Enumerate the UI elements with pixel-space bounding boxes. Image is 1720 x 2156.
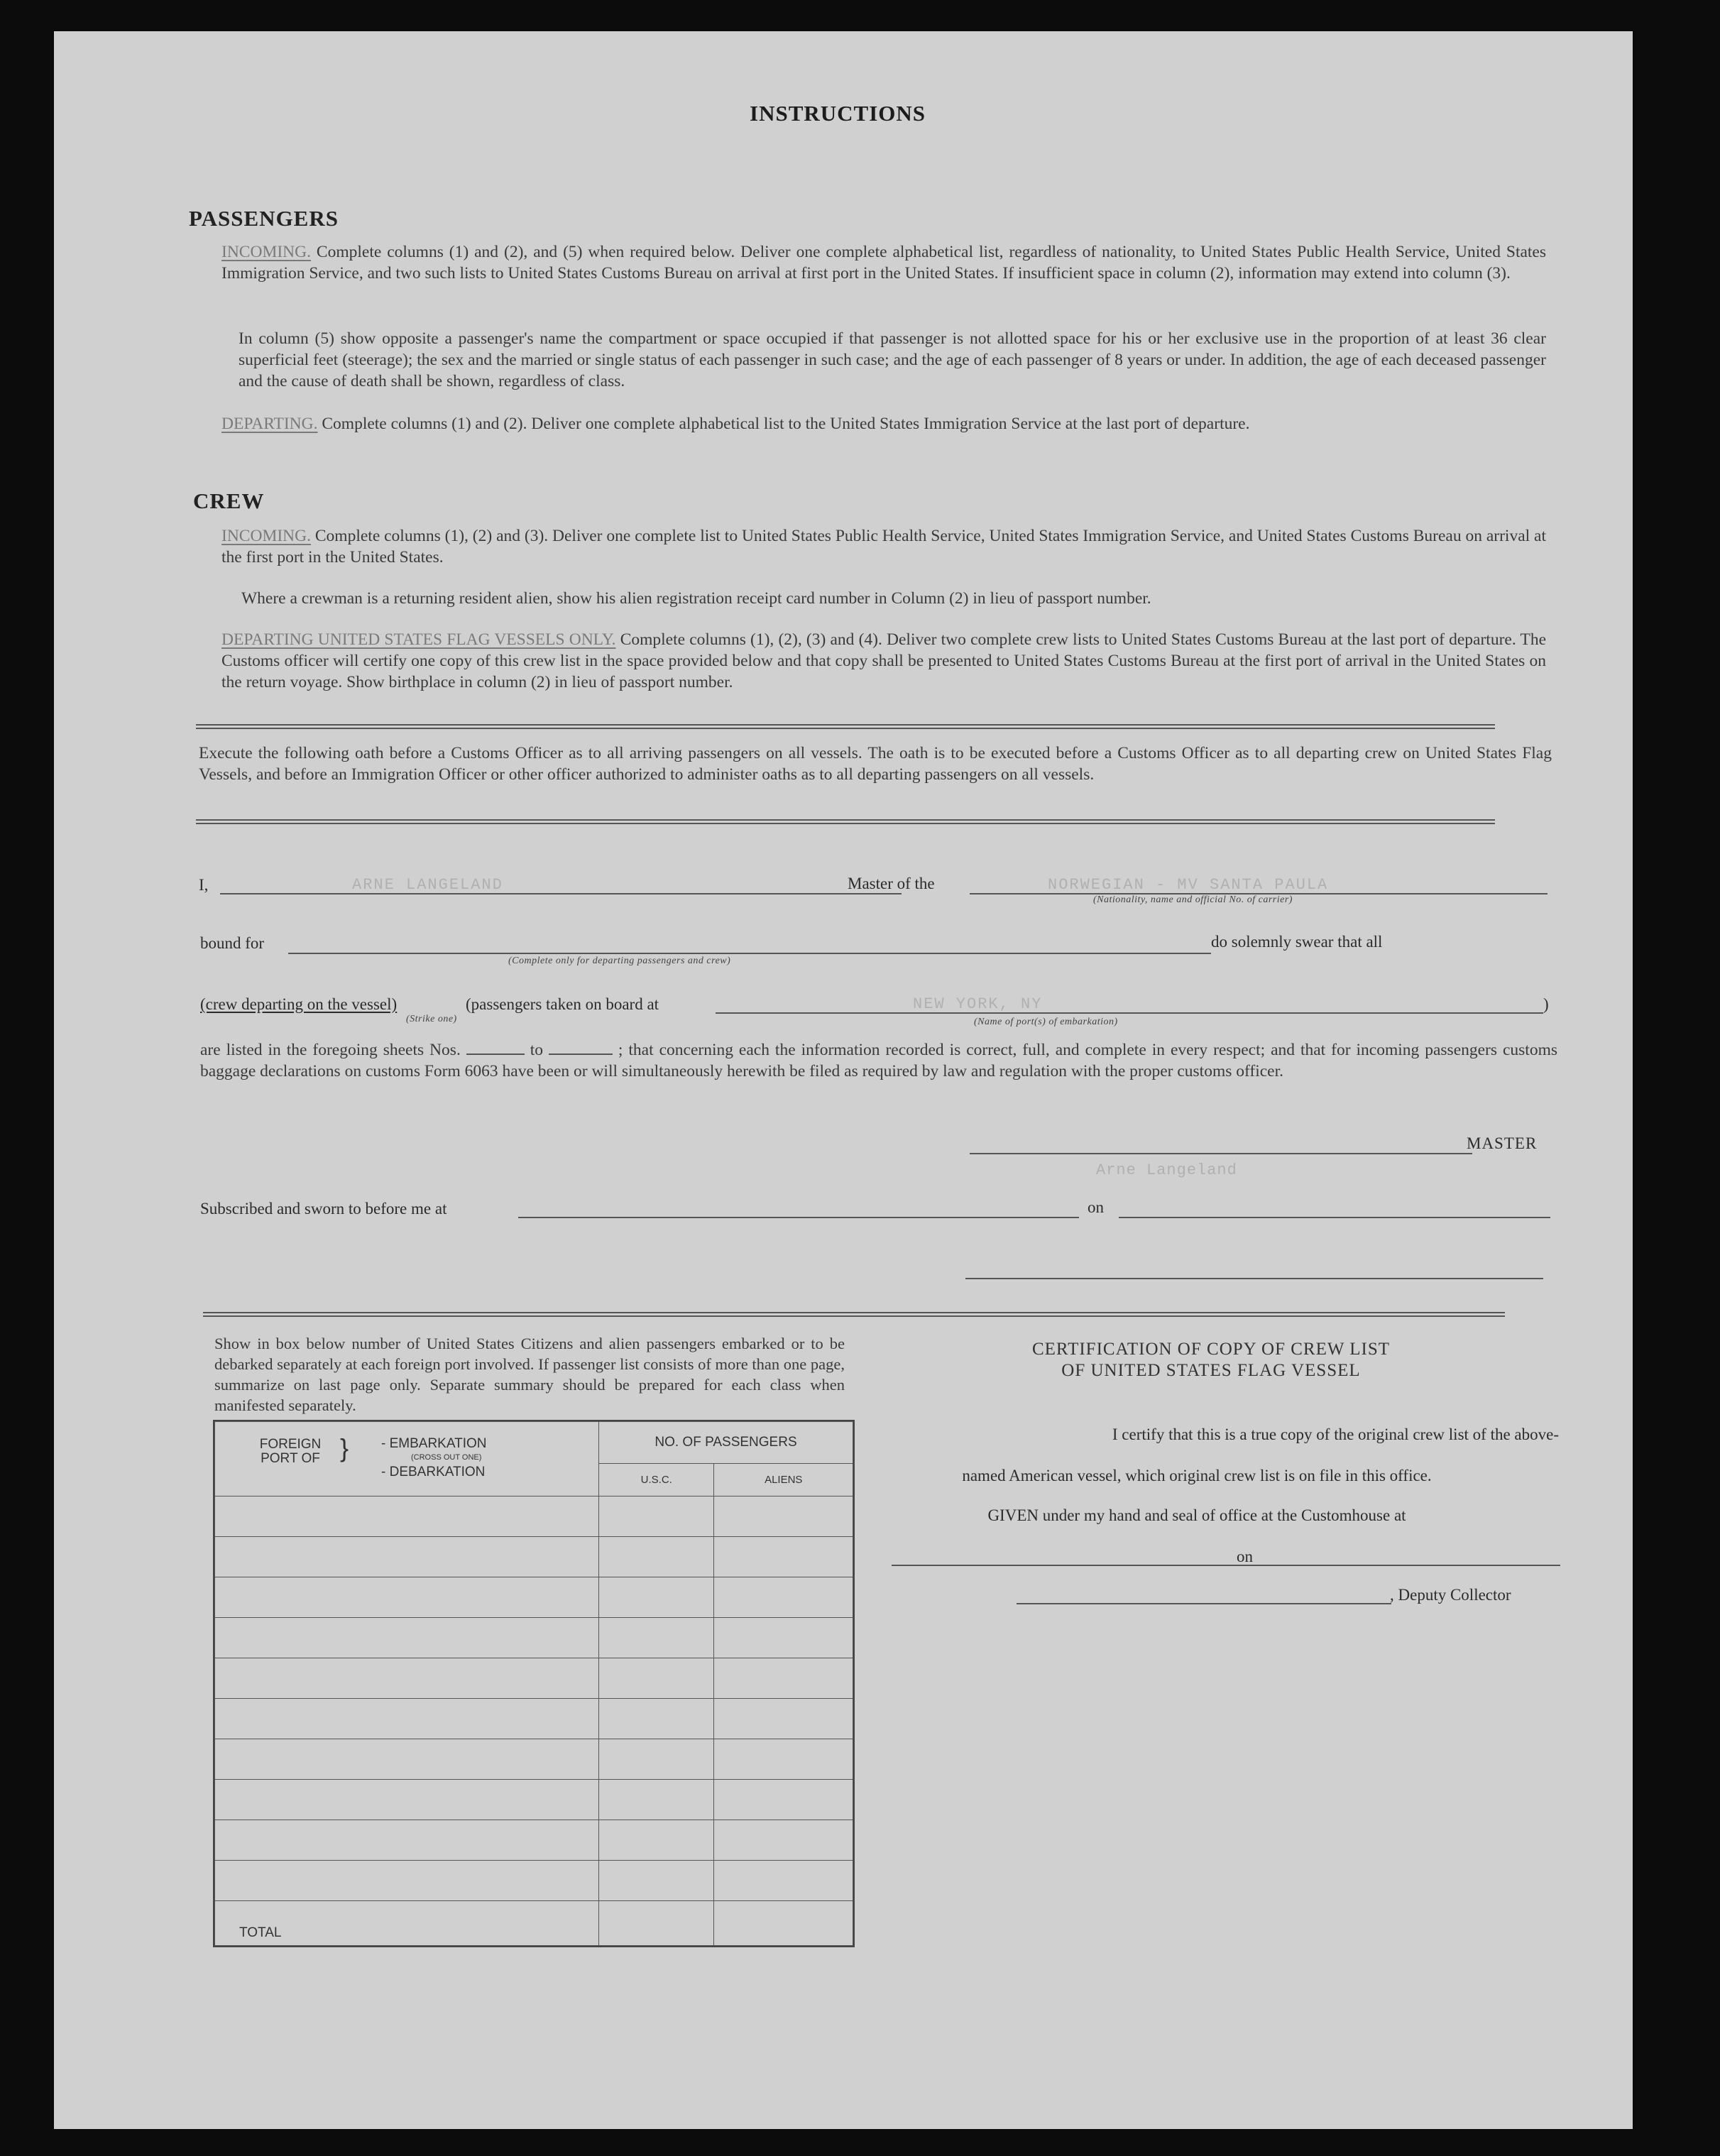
certification-heading-1: CERTIFICATION OF COPY OF CREW LIST — [1031, 1340, 1391, 1359]
customhouse-field[interactable] — [892, 1565, 1272, 1566]
bound-for-caption: (Complete only for departing passengers and crew) — [508, 956, 731, 966]
strike-caption: (Strike one) — [406, 1014, 457, 1024]
aliens-total-cell[interactable] — [714, 1901, 853, 1946]
aliens-cell[interactable] — [714, 1780, 853, 1820]
port-cell[interactable] — [215, 1537, 599, 1577]
passengers-incoming-text: Complete columns (1) and (2), and (5) when required below. Deliver one complete alphabetical list, regardless of nationality, to United States Public Health Service, United States Immigration Service, and two such lists to United States Customs Bureau on arrival at first port in the United States. If insufficient space in column (2), information may extend into column (3). — [221, 243, 1547, 283]
swear-text: do solemnly swear that all — [1211, 933, 1383, 951]
passengers-option[interactable]: (passengers taken on board at — [466, 995, 659, 1013]
usc-cell[interactable] — [599, 1861, 714, 1901]
usc-cell[interactable] — [599, 1658, 714, 1699]
no-passengers-header: NO. OF PASSENGERS — [599, 1422, 853, 1464]
port-header-cell — [215, 1422, 599, 1496]
usc-cell[interactable] — [599, 1618, 714, 1658]
table-row — [215, 1780, 853, 1820]
certification-on-label: on — [1237, 1548, 1253, 1565]
usc-cell[interactable] — [599, 1699, 714, 1739]
listed-text-b: ; that concerning each the information recorded is correct, full, and complete in every respect; and that for incoming passengers customs baggage declarations on customs Form 6063 have been or will simultaneously herewith be filed as required by law and regulation with the proper customs officer. — [200, 1041, 1558, 1080]
total-row — [215, 1901, 853, 1946]
passengers-departing-text: Complete columns (1) and (2). Deliver one complete alphabetical list to the United States Immigration Service at the last port of departure. — [322, 415, 1250, 433]
bound-for-label: bound for — [200, 934, 265, 952]
total-label: TOTAL — [215, 1901, 599, 1946]
oath-intro-paragraph — [199, 743, 1552, 785]
page-title: INSTRUCTIONS — [750, 101, 926, 126]
table-row — [215, 1861, 853, 1901]
port-cell[interactable] — [215, 1699, 599, 1739]
master-label: MASTER — [1467, 1134, 1538, 1152]
certification-date-field[interactable] — [1259, 1565, 1560, 1566]
usc-cell[interactable] — [599, 1496, 714, 1537]
port-cell[interactable] — [215, 1577, 599, 1618]
port-cell[interactable] — [215, 1496, 599, 1537]
aliens-cell[interactable] — [714, 1577, 853, 1618]
form-sheet — [54, 31, 1633, 2129]
divider — [196, 819, 1495, 824]
certification-line-2: named American vessel, which original crew list is on file in this office. — [962, 1467, 1432, 1484]
close-paren: ) — [1543, 995, 1549, 1013]
master-name-field[interactable] — [220, 893, 902, 894]
aliens-cell[interactable] — [714, 1537, 853, 1577]
deputy-signature-line[interactable] — [1017, 1603, 1391, 1604]
port-cell[interactable] — [215, 1820, 599, 1861]
listed-paragraph — [200, 1039, 1557, 1082]
sworn-date-field[interactable] — [1119, 1217, 1550, 1218]
crew-departing-option[interactable]: (crew departing on the vessel) — [200, 995, 398, 1013]
table-row — [215, 1739, 853, 1780]
table-row — [215, 1496, 853, 1537]
aliens-cell[interactable] — [714, 1496, 853, 1537]
aliens-cell[interactable] — [714, 1699, 853, 1739]
aliens-cell[interactable] — [714, 1820, 853, 1861]
passengers-column5-paragraph — [239, 328, 1546, 392]
usc-total-cell[interactable] — [599, 1901, 714, 1946]
listed-text-a: are listed in the foregoing sheets Nos. — [200, 1041, 461, 1059]
bound-for-field[interactable] — [288, 953, 1211, 954]
table-row — [215, 1537, 853, 1577]
officer-signature-line[interactable] — [965, 1278, 1543, 1279]
usc-cell[interactable] — [599, 1780, 714, 1820]
divider — [196, 724, 1495, 729]
oath-intro-text: Execute the following oath before a Customs Officer as to all arriving passengers on all vessels. The oath is to be executed before a Customs Officer as to all departing crew on United States Flag Vessels, and before an Immigration Officer or other officer authorized to administer oaths as to all departing passengers on all vessels. — [199, 744, 1552, 784]
sheet-from-field[interactable] — [466, 1054, 525, 1055]
aliens-cell[interactable] — [714, 1658, 853, 1699]
crew-resident-text: Where a crewman is a returning resident alien, show his alien registration receipt card number in Column (2) in lieu of passport number. — [241, 589, 1151, 608]
crew-heading: CREW — [193, 488, 265, 513]
foreign-port-label: FOREIGN PORT OF — [259, 1437, 322, 1466]
brace-icon: } — [340, 1433, 349, 1462]
usc-cell[interactable] — [599, 1577, 714, 1618]
aliens-cell[interactable] — [714, 1861, 853, 1901]
master-of-label: Master of the — [848, 875, 935, 892]
sworn-place-field[interactable] — [518, 1217, 1079, 1218]
listed-to: to — [530, 1041, 544, 1059]
port-caption: (Name of port(s) of embarkation) — [974, 1017, 1118, 1027]
table-row — [215, 1618, 853, 1658]
usc-cell[interactable] — [599, 1537, 714, 1577]
cross-out-label: (CROSS OUT ONE) — [411, 1453, 482, 1462]
table-row — [215, 1577, 853, 1618]
usc-header: U.S.C. — [599, 1463, 714, 1496]
passengers-incoming-paragraph — [221, 241, 1546, 284]
master-signature: Arne Langeland — [1096, 1161, 1237, 1179]
port-field[interactable] — [716, 1012, 1543, 1014]
crew-departing-paragraph — [221, 629, 1546, 693]
embarkation-label: - EMBARKATION — [381, 1436, 487, 1451]
sheet-to-field[interactable] — [549, 1054, 613, 1055]
certification-heading-2: OF UNITED STATES FLAG VESSEL — [1061, 1361, 1361, 1380]
port-cell[interactable] — [215, 1618, 599, 1658]
master-signature-line[interactable] — [970, 1153, 1472, 1154]
sworn-on-label: on — [1088, 1198, 1104, 1216]
aliens-cell[interactable] — [714, 1618, 853, 1658]
passengers-departing-paragraph — [221, 413, 1546, 434]
port-cell[interactable] — [215, 1658, 599, 1699]
crew-departing-lead: DEPARTING UNITED STATES FLAG VESSELS ONLY. — [221, 630, 616, 649]
table-row — [215, 1658, 853, 1699]
crew-incoming-lead: INCOMING. — [221, 527, 311, 545]
usc-cell[interactable] — [599, 1820, 714, 1861]
usc-cell[interactable] — [599, 1739, 714, 1780]
deputy-collector-label: , Deputy Collector — [1390, 1586, 1511, 1604]
passengers-incoming-lead: INCOMING. — [221, 243, 311, 261]
aliens-header: ALIENS — [714, 1463, 853, 1496]
vessel-value: NORWEGIAN - MV SANTA PAULA — [1048, 876, 1329, 894]
port-cell[interactable] — [215, 1861, 599, 1901]
port-cell[interactable] — [215, 1780, 599, 1820]
passengers-column5-text: In column (5) show opposite a passenger's name the compartment or space occupied if that passenger is not allotted space for his or her exclusive use in the proportion of at least 36 clear superficial feet (steerage); the sex and the married or single status of each passenger in such case; and the age of each passenger of 8 years or under. In addition, the age of each deceased passenger and the cause of death shall be shown, regardless of class. — [239, 329, 1546, 390]
summary-instructions: Show in box below number of United States Citizens and alien passengers embarked or to be debarked separately at each foreign port involved. If passenger list consists of more than one page, summarize on last page only. Separate summary should be prepared for each class when manifested separately. — [214, 1335, 845, 1414]
crew-departing-text: Complete columns (1), (2), (3) and (4). Deliver two complete crew lists to United States Customs Bureau at the last port of departure. The Customs officer will certify one copy of this crew list in the space provided below and that copy shall be presented to United States Customs Bureau at the first port of arrival in the United States on the return voyage. Show birthplace in column (2) in lieu of passport number. — [221, 630, 1546, 691]
master-name-value: ARNE LANGELAND — [352, 876, 503, 894]
certification-line-3: GIVEN under my hand and seal of office at the Customhouse at — [987, 1506, 1406, 1524]
certification-line-1: I certify that this is a true copy of the original crew list of the above- — [1112, 1426, 1559, 1443]
oath-i-label: I, — [199, 876, 209, 894]
divider — [203, 1312, 1505, 1317]
passengers-departing-lead: DEPARTING. — [221, 415, 318, 433]
table-row — [215, 1820, 853, 1861]
vessel-caption: (Nationality, name and official No. of carrier) — [1093, 894, 1293, 905]
crew-incoming-text: Complete columns (1), (2) and (3). Deliver one complete list to United States Public Health Service, United States Immigration Service, and United States Customs Bureau on arrival at the first port in the United States. — [221, 527, 1546, 567]
subscribed-label: Subscribed and sworn to before me at — [200, 1200, 447, 1217]
passengers-heading: PASSENGERS — [189, 206, 339, 231]
port-value: NEW YORK, NY — [913, 995, 1043, 1013]
table-row — [215, 1699, 853, 1739]
port-cell[interactable] — [215, 1739, 599, 1780]
crew-resident-paragraph — [241, 588, 1546, 609]
debarkation-label: - DEBARKATION — [381, 1465, 486, 1479]
crew-incoming-paragraph — [221, 525, 1546, 568]
passenger-summary-table — [213, 1420, 855, 1947]
aliens-cell[interactable] — [714, 1739, 853, 1780]
